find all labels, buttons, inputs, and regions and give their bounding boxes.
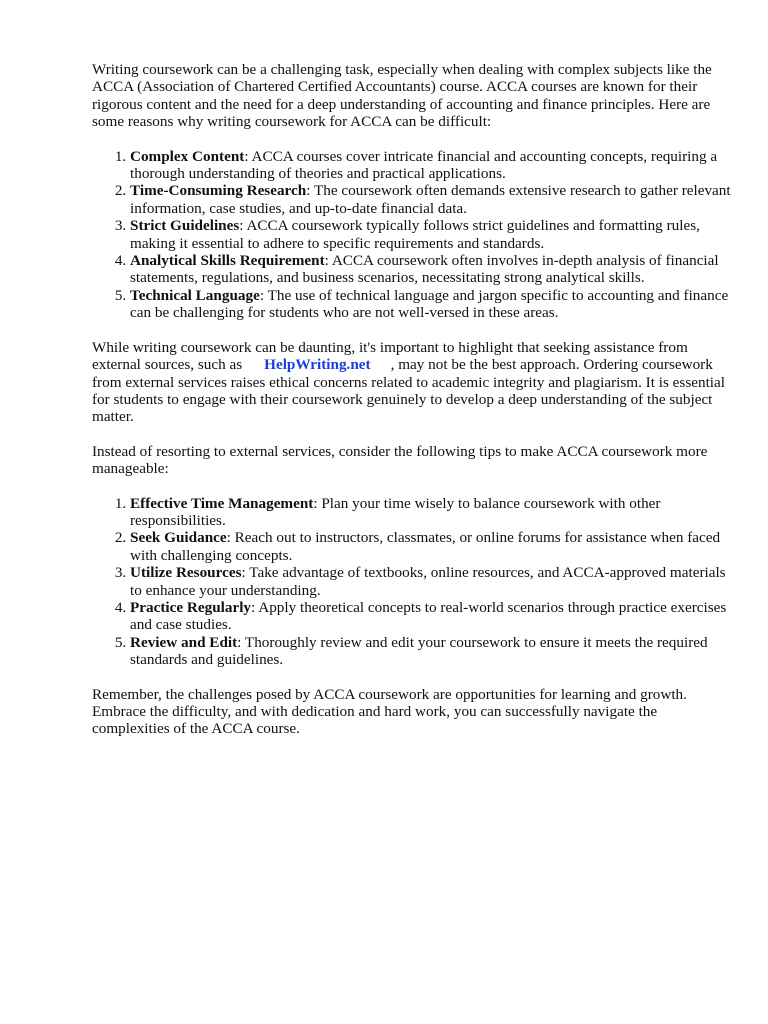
warning-text-before: While writing coursework can be daunting, it's important to highlight that seeking assistance from external sources, such as — [92, 338, 688, 374]
reason-item — [130, 182, 732, 217]
reason-text: ACCA coursework typically follows strict guidelines and formatting rules, making it essential to adhere to specific requirements and standards. — [130, 217, 700, 252]
reason-title: Analytical Skills Requirement — [130, 252, 325, 270]
reason-separator: : — [306, 182, 311, 200]
tip-title: Seek Guidance — [130, 529, 227, 547]
tip-item — [130, 599, 732, 634]
reason-separator: : — [239, 217, 244, 235]
tip-item — [130, 529, 732, 564]
tip-text: Apply theoretical concepts to real-world scenarios through practice exercises and case studies. — [130, 598, 727, 634]
tip-text: Plan your time wisely to balance coursework with other responsibilities. — [130, 494, 661, 529]
tip-text: Reach out to instructors, classmates, or online forums for assistance when faced with challenging concepts. — [130, 529, 721, 564]
reasons-list — [92, 148, 732, 322]
tips-intro-paragraph: Instead of resorting to external services, consider the following tips to make ACCA coursework more manageable: — [92, 442, 708, 478]
warning-text-after: , may not be the best approach. Ordering coursework from external services raises ethical concerns related to academic integrity and plagiarism. It is essential for students to engage with their coursework genuinely to develop a deep understanding of the subject matter. — [92, 356, 725, 426]
reason-item — [130, 287, 732, 322]
reason-item — [130, 148, 732, 183]
reason-text: The use of technical language and jargon specific to accounting and finance can be challenging for students who are not well-versed in these areas. — [130, 286, 729, 322]
reason-separator: : — [244, 147, 249, 165]
tips-list — [92, 495, 732, 669]
tip-separator: : — [251, 598, 256, 616]
tip-title: Review and Edit — [130, 633, 238, 651]
tip-separator: : — [226, 529, 231, 547]
helpwriting-link[interactable]: HelpWriting.net — [264, 356, 371, 374]
tip-separator: : — [241, 564, 246, 582]
conclusion-paragraph: Remember, the challenges posed by ACCA coursework are opportunities for learning and growth. Embrace the difficulty, and with dedication and hard work, you can successfully navigate the complexities of the ACCA course. — [92, 685, 687, 738]
reason-separator: : — [259, 286, 265, 304]
tip-item — [130, 634, 732, 669]
tip-title: Effective Time Management — [130, 494, 314, 512]
reason-separator: : — [324, 252, 329, 270]
tip-separator: : — [313, 494, 318, 512]
reason-text: ACCA courses cover intricate financial and accounting concepts, requiring a thorough understanding of theories and practical applications. — [130, 147, 718, 183]
tip-separator: : — [237, 633, 242, 651]
tip-title: Utilize Resources — [130, 564, 242, 582]
reason-title: Time-Consuming Research — [130, 182, 307, 200]
reason-text: ACCA coursework often involves in-depth analysis of financial statements, regulations, and business scenarios, necessitating strong analytical skills. — [130, 252, 719, 287]
reason-item — [130, 217, 732, 252]
tip-text: Take advantage of textbooks, online resources, and ACCA-approved materials to enhance your understanding. — [130, 564, 726, 599]
tip-item — [130, 564, 732, 599]
warning-paragraph — [92, 339, 732, 426]
intro-paragraph: Writing coursework can be a challenging task, especially when dealing with complex subjects like the ACCA (Association of Chartered Certified Accountants) course. ACCA courses are known for their rigorous content and the need for a deep understanding of accounting and finance principles. Here are some reasons why writing coursework for ACCA can be difficult: — [92, 61, 712, 131]
document-page — [92, 61, 732, 755]
reason-title: Complex Content — [130, 147, 245, 165]
reason-title: Technical Language — [130, 286, 260, 304]
tip-title: Practice Regularly — [130, 598, 252, 616]
tip-text: Thoroughly review and edit your coursework to ensure it meets the required standards and guidelines. — [130, 633, 708, 669]
reason-title: Strict Guidelines — [130, 217, 240, 235]
reason-text: The coursework often demands extensive research to gather relevant information, case studies, and up-to-date financial data. — [130, 182, 731, 217]
reason-item — [130, 252, 732, 287]
tip-item — [130, 495, 732, 530]
